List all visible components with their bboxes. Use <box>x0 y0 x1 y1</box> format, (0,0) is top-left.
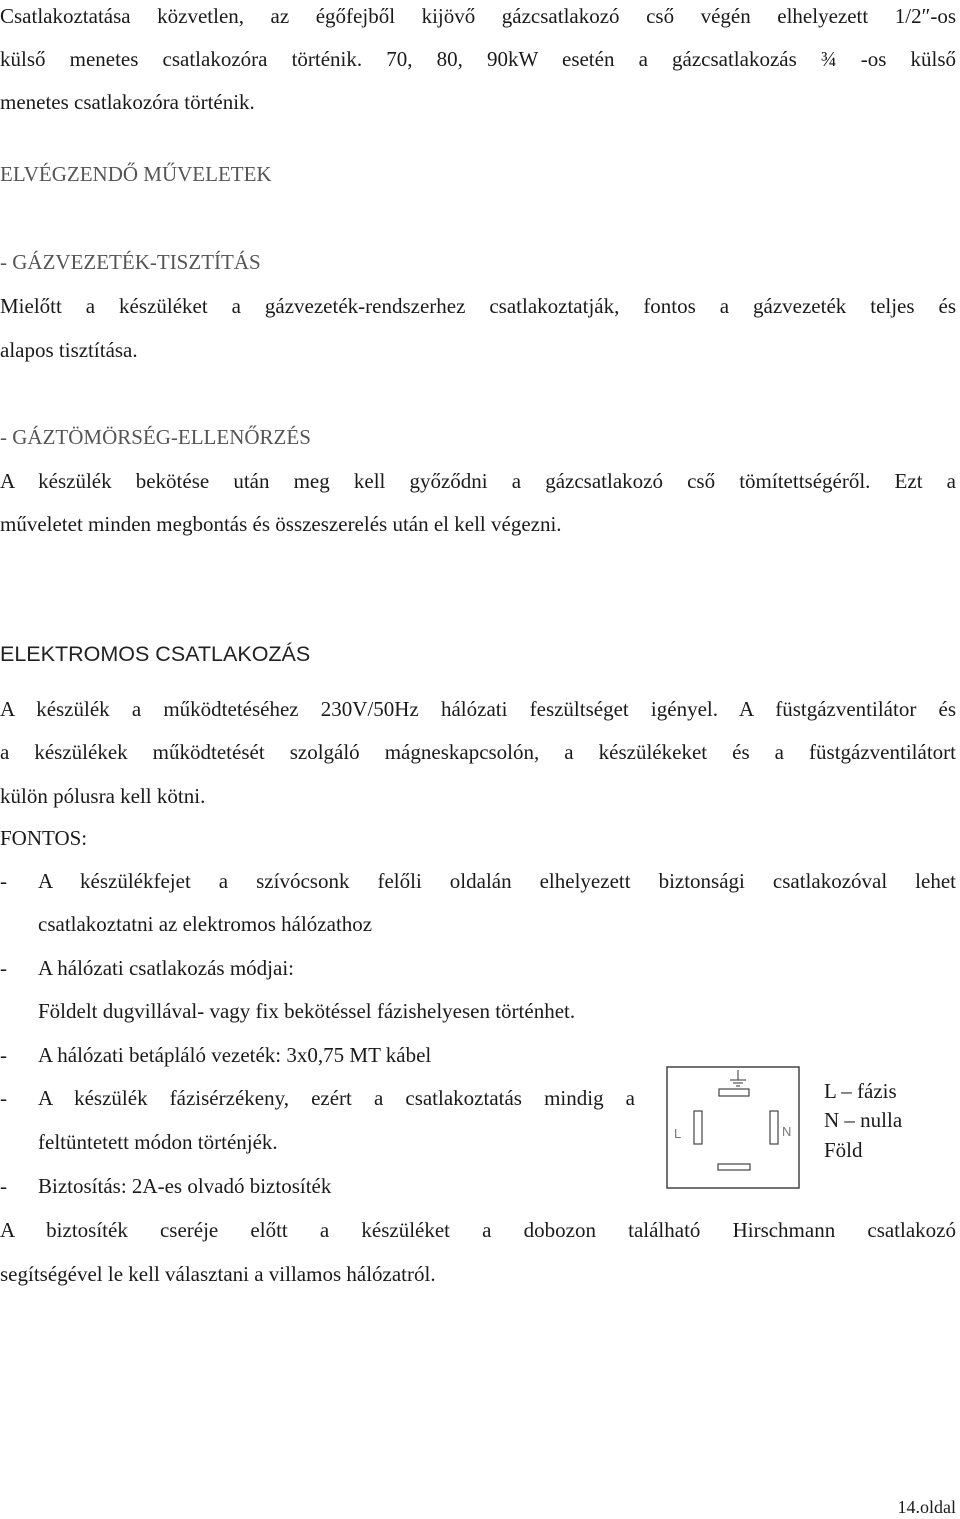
legend-phase: L – fázis <box>824 1079 897 1103</box>
legend-ground: Föld <box>824 1138 863 1162</box>
label-l: L <box>674 1126 682 1141</box>
intro-line-2: külső menetes csatlakozóra történik. 70, 80, 90kW esetén a gázcsatlakozás ¾ -os külső <box>0 47 956 71</box>
closing-line-1: A biztosíték cseréje előtt a készüléket a dobozon található Hirschmann csatlakozó <box>0 1218 956 1242</box>
page-number: 14.oldal <box>897 1497 956 1517</box>
bullet-dash: - <box>0 869 7 893</box>
bullet-5: Biztosítás: 2A-es olvadó biztosíték <box>38 1174 332 1198</box>
gas-tightness-line-1: A készülék bekötése után meg kell győződni a gázcsatlakozó cső tömítettségéről. Ezt a <box>0 469 956 493</box>
label-n: N <box>782 1124 792 1139</box>
bullet-dash: - <box>0 1043 7 1067</box>
gas-cleaning-line-2: alapos tisztítása. <box>0 338 138 362</box>
intro-line-1: Csatlakoztatása közvetlen, az égőfejből kijövő gázcsatlakozó cső végén elhelyezett 1/2″-os <box>0 4 956 28</box>
bullet-dash: - <box>0 1086 7 1110</box>
bullet-3: A hálózati betápláló vezeték: 3x0,75 MT kábel <box>38 1043 432 1067</box>
intro-line-3: menetes csatlakozóra történik. <box>0 90 255 114</box>
electrical-heading: ELEKTROMOS CSATLAKOZÁS <box>0 642 311 666</box>
bullet-1-line-2: csatlakoztatni az elektromos hálózathoz <box>38 912 373 936</box>
bullet-dash: - <box>0 956 7 980</box>
electrical-line-2: a készülékek működtetését szolgáló mágneskapcsolón, a készülékeket és a füstgázventilátort <box>0 740 956 764</box>
gas-tightness-line-2: műveletet minden megbontás és összeszerelés után el kell végezni. <box>0 512 562 536</box>
closing-line-2: segítségével le kell választani a villamos hálózatról. <box>0 1262 436 1286</box>
gas-cleaning-line-1: Mielőtt a készüléket a gázvezeték-rendszerhez csatlakoztatják, fontos a gázvezeték teljes és <box>0 294 956 318</box>
bullet-1-line-1: A készülékfejet a szívócsonk felőli oldalán elhelyezett biztonsági csatlakozóval lehet <box>38 869 956 893</box>
bullet-4-line-2: feltüntetett módon történjék. <box>38 1130 278 1154</box>
bullet-4-line-1: A készülék fázisérzékeny, ezért a csatlakoztatás mindig a <box>38 1086 635 1110</box>
gas-cleaning-heading: - GÁZVEZETÉK-TISZTÍTÁS <box>0 250 261 274</box>
electrical-line-3: külön pólusra kell kötni. <box>0 784 206 808</box>
important-label: FONTOS: <box>0 826 88 850</box>
operations-heading: ELVÉGZENDŐ MŰVELETEK <box>0 162 272 186</box>
legend-neutral: N – nulla <box>824 1108 903 1132</box>
gas-tightness-heading: - GÁZTÖMÖRSÉG-ELLENŐRZÉS <box>0 425 311 449</box>
electrical-line-1: A készülék a működtetéséhez 230V/50Hz hálózati feszültséget igényel. A füstgázventilátor és <box>0 697 956 721</box>
connector-diagram <box>666 1066 800 1189</box>
bullet-2-line-1: A hálózati csatlakozás módjai: <box>38 956 294 980</box>
bullet-dash: - <box>0 1174 7 1198</box>
bullet-2-line-2: Földelt dugvillával- vagy fix bekötéssel fázishelyesen történhet. <box>38 999 576 1023</box>
